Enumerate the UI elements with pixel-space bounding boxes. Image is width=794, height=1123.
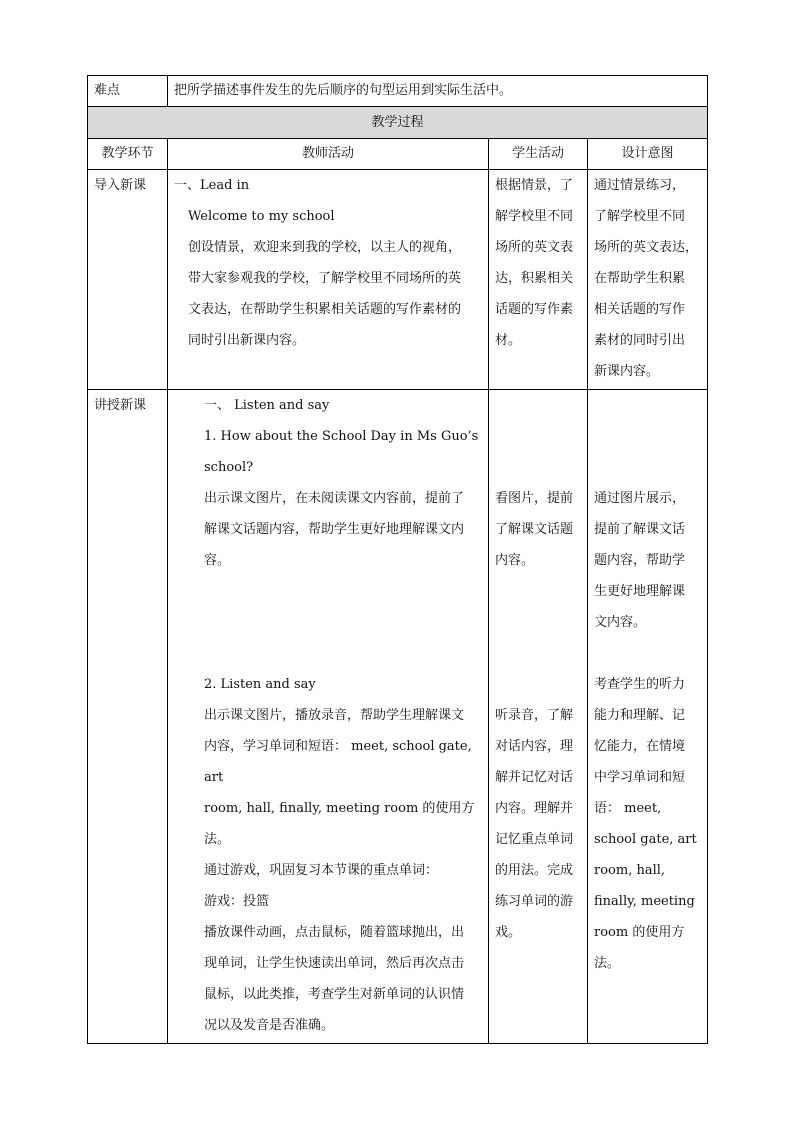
intent-line: 文内容。 (594, 615, 647, 630)
new-lesson-row (88, 390, 708, 1044)
lead-in-intent-line: 了解学校里不同 (594, 209, 686, 224)
student-line: 对话内容，理 (495, 739, 574, 754)
lead-in-student-line: 根据情景，了 (495, 178, 574, 193)
lead-in-intent-line: 场所的英文表达， (594, 240, 699, 255)
lead-in-subheading: Welcome to my school (188, 209, 335, 224)
teacher-line: room, hall, finally, meeting room 的使用方法。 (204, 801, 475, 847)
student-line: 记忆重点单词 (495, 832, 574, 847)
teacher-line: 容。 (204, 553, 231, 568)
listen-say-2-heading: 2. Listen and say (204, 677, 316, 692)
lead-in-intent-line: 素材的同时引出 (594, 333, 686, 348)
intent-line: 语： meet, (594, 801, 662, 816)
difficulty-text: 把所学描述事件发生的先后顺序的句型运用到实际生活中。 (168, 76, 708, 107)
lead-in-line: 文表达，在帮助学生积累相关话题的写作素材的 (188, 302, 462, 317)
new-lesson-teacher (168, 390, 489, 1044)
new-lesson-student (489, 390, 588, 1044)
question-1-cont: school? (204, 460, 254, 475)
lead-in-student (489, 170, 588, 390)
header-stage: 教学环节 (88, 139, 168, 170)
intent-line: 题内容，帮助学 (594, 553, 686, 568)
lead-in-stage: 导入新课 (88, 170, 168, 390)
intent-line: finally, meeting (594, 894, 695, 909)
teacher-line: 解课文话题内容，帮助学生更好地理解课文内 (204, 522, 465, 537)
lead-in-intent-line: 通过情景练习， (594, 178, 686, 193)
teacher-line: 通过游戏，巩固复习本节课的重点单词： (204, 863, 439, 878)
intent-line: 提前了解课文话 (594, 522, 686, 537)
intent-line: 忆能力，在情境 (594, 739, 686, 754)
header-teacher: 教师活动 (168, 139, 489, 170)
lead-in-intent (588, 170, 708, 390)
lead-in-heading: 一、Lead in (174, 178, 250, 193)
process-title-row (88, 107, 708, 139)
student-line: 内容。理解并 (495, 801, 574, 816)
lead-in-intent-line: 新课内容。 (594, 364, 660, 379)
intent-line: 法。 (594, 956, 621, 971)
lead-in-student-line: 材。 (495, 333, 522, 348)
intent-line: room 的使用方 (594, 925, 685, 940)
lesson-plan-table (87, 75, 708, 1044)
student-line: 了解课文话题 (495, 522, 574, 537)
teacher-line: 出示课文图片，在未阅读课文内容前，提前了 (204, 491, 465, 506)
intent-line: 生更好地理解课 (594, 584, 686, 599)
header-row (88, 139, 708, 170)
lead-in-student-line: 场所的英文表 (495, 240, 574, 255)
lead-in-intent-line: 在帮助学生积累 (594, 271, 686, 286)
new-lesson-intent (588, 390, 708, 1044)
new-lesson-stage: 讲授新课 (88, 390, 168, 1044)
difficulty-row (88, 76, 708, 107)
student-line: 听录音，了解 (495, 708, 574, 723)
question-1: 1. How about the School Day in Ms Guo’s (204, 429, 479, 444)
lead-in-line: 创设情景，欢迎来到我的学校，以主人的视角， (188, 240, 462, 255)
lead-in-student-line: 话题的写作素 (495, 302, 574, 317)
teacher-line: 现单词，让学生快速读出单词，然后再次点击 (204, 956, 465, 971)
lead-in-teacher (168, 170, 489, 390)
header-intent: 设计意图 (588, 139, 708, 170)
teacher-line: 内容，学习单词和短语： meet, school gate, art (204, 739, 472, 785)
student-line: 的用法。完成 (495, 863, 574, 878)
teacher-line: 播放课件动画，点击鼠标，随着篮球抛出，出 (204, 925, 465, 940)
student-line: 内容。 (495, 553, 535, 568)
intent-line: 能力和理解、记 (594, 708, 686, 723)
lead-in-line: 同时引出新课内容。 (188, 333, 306, 348)
lead-in-row (88, 170, 708, 390)
student-line: 戏。 (495, 925, 522, 940)
student-line: 解并记忆对话 (495, 770, 574, 785)
intent-line: room, hall, (594, 863, 666, 878)
intent-line: 中学习单词和短 (594, 770, 686, 785)
student-line: 看图片，提前 (495, 491, 574, 506)
teacher-line: 鼠标，以此类推，考查学生对新单词的认识情 (204, 987, 465, 1002)
teacher-line: 况以及发音是否准确。 (204, 1018, 335, 1033)
listen-say-heading: 一、 Listen and say (204, 398, 330, 413)
process-title: 教学过程 (88, 107, 708, 139)
intent-line: 考查学生的听力 (594, 677, 686, 692)
lead-in-intent-line: 相关话题的写作 (594, 302, 686, 317)
lead-in-student-line: 达，积累相关 (495, 271, 574, 286)
teacher-line: 出示课文图片，播放录音，帮助学生理解课文 (204, 708, 465, 723)
teacher-line: 游戏：投篮 (204, 894, 270, 909)
student-line: 练习单词的游 (495, 894, 574, 909)
header-student: 学生活动 (489, 139, 588, 170)
intent-line: 通过图片展示， (594, 491, 686, 506)
lead-in-line: 带大家参观我的学校，了解学校里不同场所的英 (188, 271, 462, 286)
lead-in-student-line: 解学校里不同 (495, 209, 574, 224)
difficulty-label: 难点 (88, 76, 168, 107)
intent-line: school gate, art (594, 832, 697, 847)
